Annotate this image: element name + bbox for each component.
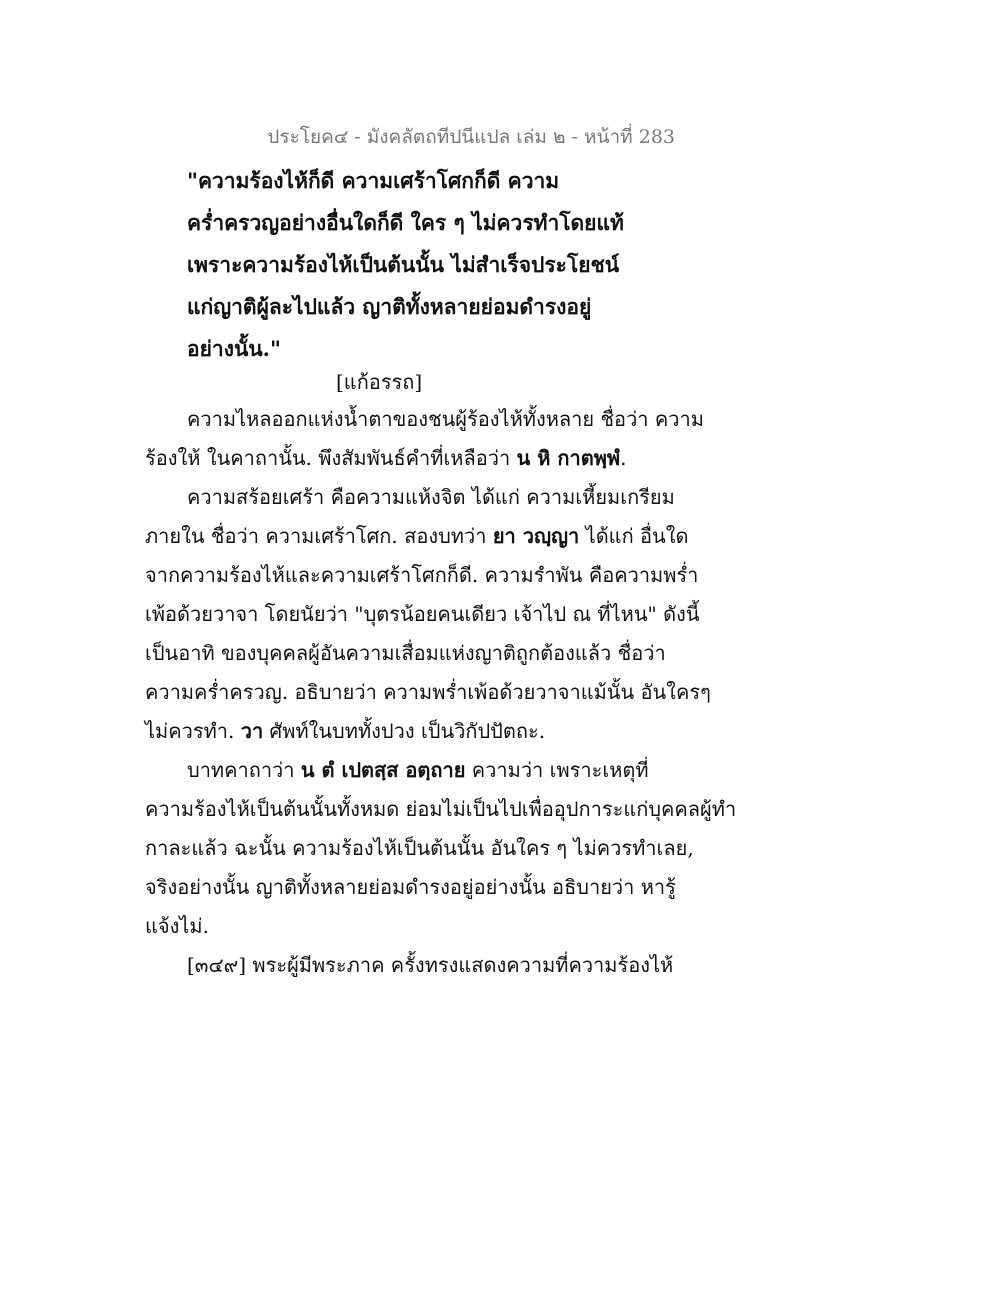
paragraph-4 [145, 946, 725, 985]
text-run: ไม่ควรทำ. [145, 719, 241, 743]
text-line: ความร้องไห้เป็นต้นนั้นทั้งหมด ย่อมไม่เป็นไปเพื่ออุปการะแก่บุคคลผู้ทำ [145, 797, 737, 821]
text-run: ศัพท์ในบททั้งปวง เป็นวิกัปปัตถะ. [263, 719, 546, 743]
text-line: ความไหลออกแห่งน้ำตาของชนผู้ร้องไห้ทั้งหลาย ชื่อว่า ความ [187, 407, 704, 431]
text-run: . [620, 446, 627, 470]
text-line [145, 712, 725, 751]
translation-heading: [แก้อรรถ] [336, 370, 423, 394]
text-line: จริงอย่างนั้น ญาติทั้งหลายย่อมดำรงอยู่อย่างนั้น อธิบายว่า หารู้ [145, 875, 676, 899]
text-line [145, 439, 725, 478]
text-line: จากความร้องไห้และความเศร้าโศกก็ดี. ความรำพัน คือความพร่ำ [145, 563, 699, 587]
paragraph-1 [145, 400, 725, 478]
verse-block [187, 160, 747, 370]
text-run: บาทคาถาว่า [187, 758, 301, 782]
commentary-body [145, 400, 737, 985]
text-line [145, 751, 725, 790]
paragraph-2 [145, 478, 725, 751]
verse-line: แก่ญาติผู้ละไปแล้ว ญาติทั้งหลายย่อมดำรงอยู่ [187, 294, 592, 319]
paragraph-3 [145, 751, 737, 946]
verse-line: คร่ำครวญอย่างอื่นใดก็ดี ใคร ๆ ไม่ควรทำโดยแท้ [187, 210, 624, 235]
pali-term: วา [240, 719, 264, 743]
text-run: ความว่า เพราะเหตุที่ [465, 758, 649, 782]
running-head: ประโยค๔ - มังคลัตถทีปนีแปล เล่ม ๒ - หน้าที่ 283 [267, 126, 675, 148]
pali-term: น ตํ เปตสฺส อตฺถาย [300, 758, 466, 782]
verse-line: เพราะความร้องไห้เป็นต้นนั้น ไม่สำเร็จประโยชน์ [187, 252, 620, 277]
text-line: ความคร่ำครวญ. อธิบายว่า ความพร่ำเพ้อด้วยวาจาแม้นั้น อันใครๆ [145, 680, 711, 704]
text-line: เพ้อด้วยวาจา โดยนัยว่า "บุตรน้อยคนเดียว เจ้าไป ณ ที่ไหน" ดังนี้ [145, 602, 700, 626]
text-line: [๓๔๙] พระผู้มีพระภาค ครั้งทรงแสดงความที่ความร้องไห้ [187, 953, 674, 977]
verse-line: อย่างนั้น." [187, 336, 281, 361]
text-line: แจ้งไม่. [145, 914, 209, 938]
text-run: ได้แก่ อื่นใด [579, 524, 689, 548]
text-line [145, 517, 725, 556]
verse-line: "ความร้องไห้ก็ดี ความเศร้าโศกก็ดี ความ [187, 168, 560, 193]
text-run: ร้องให้ ในคาถานั้น. พึงสัมพันธ์คำที่เหลือว่า [145, 446, 517, 470]
text-line: กาละแล้ว ฉะนั้น ความร้องไห้เป็นต้นนั้น อันใคร ๆ ไม่ควรทำเลย, [145, 836, 694, 860]
text-line: เป็นอาทิ ของบุคคลผู้อันความเสื่อมแห่งญาติถูกต้องแล้ว ชื่อว่า [145, 641, 666, 665]
pali-term: น หิ กาตพฺพํ [516, 446, 621, 470]
pali-term: ยา วญฺญา [492, 524, 580, 548]
text-run: ภายใน ชื่อว่า ความเศร้าโศก. สองบทว่า [145, 524, 493, 548]
text-line: ความสร้อยเศร้า คือความแห้งจิต ได้แก่ ความเหี้ยมเกรียม [187, 485, 675, 509]
